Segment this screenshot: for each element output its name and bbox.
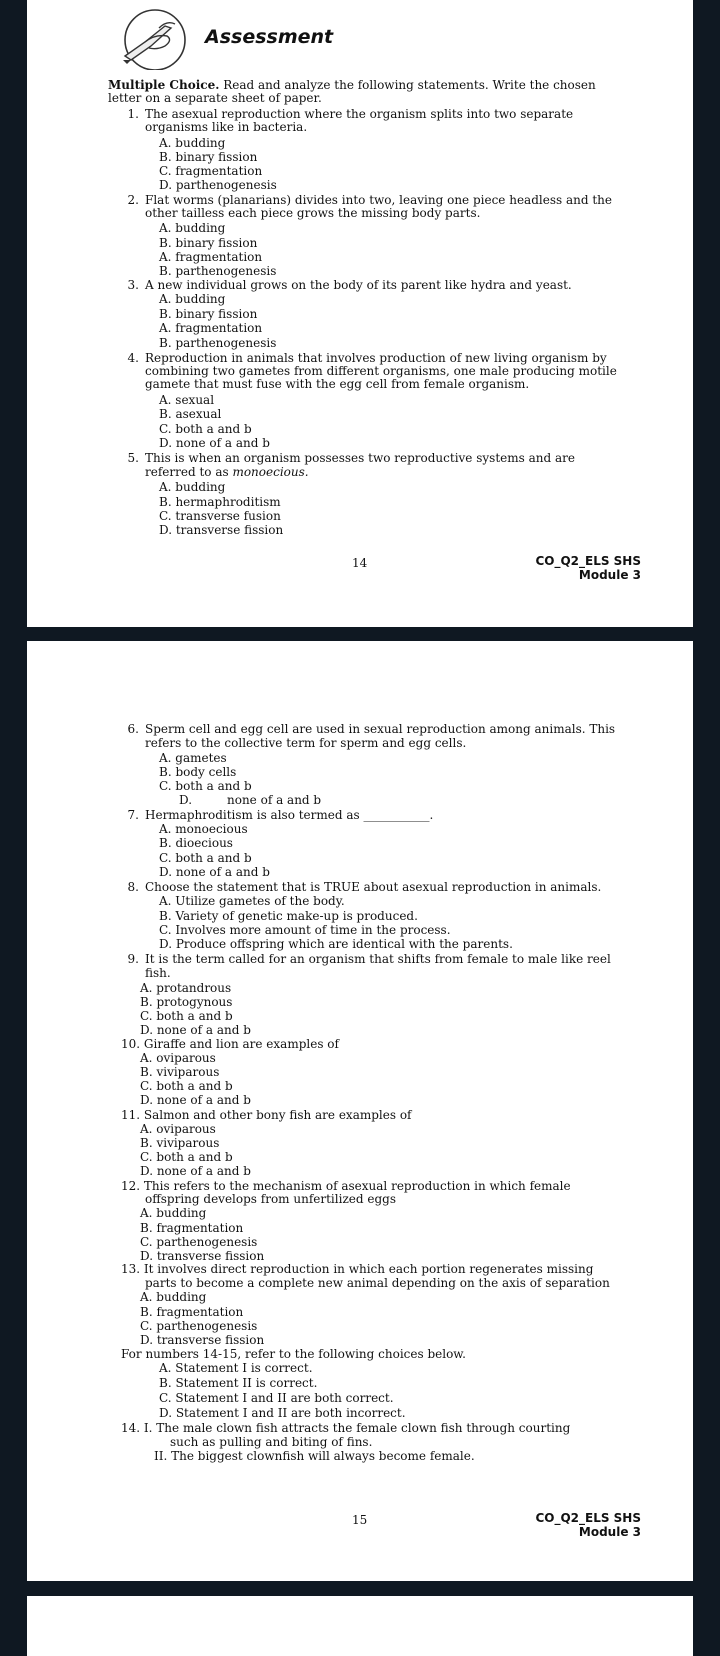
page-14: Assessment Multiple Choice. Read and analyze the following statements. Write the chosen letter on a separate sheet of paper. 1. The asexual reproduction where the organism splits into two separate organisms like in bacteria. A. budding B. binary fission C. fragmentation D. parthenogenesis 2. Flat worms (planarians) divides into two, leaving one piece headless and the other tailless each piece grows the missing body parts. A. budding B. binary fission A. fragmentation B. parthenogenesis 3. A new individual grows on the body of its parent like hydra and yeast. A. budding B. binary fission A. fragmentation B. parthenogenesis 4. Reproduction in animals that involves production of new living organism by combining two gametes from different organisms, one male producing motile gamete that must fuse with the egg cell from female organism. A. sexual B. asexual C. both a and b D. none of a and b 5. This is when an organism possesses two reproductive systems and are referred to as monoecious. A. budding B. hermaphroditism C. transverse fusion D. transverse fission 14 CO_Q2_ELS SHS Module 3: [27, 0, 693, 627]
footer: CO_Q2_ELS SHS Module 3: [535, 1511, 641, 1539]
hand-writing-icon: [115, 4, 189, 70]
footer: CO_Q2_ELS SHS Module 3: [535, 554, 641, 582]
page-number: 14: [352, 556, 368, 570]
page-15: 6. Sperm cell and egg cell are used in sexual reproduction among animals. This refers to the collective term for sperm and egg cells. A. gametes B. body cells C. both a and b D. none of a and b 7. Hermaphroditism is also termed as ___________. A. monoecious B. dioecious C. both a and b D. none of a and b 8. Choose the statement that is TRUE about asexual reproduction in animals. A. Utilize gametes of the body. B. Variety of genetic make-up is produced. C. Involves more amount of time in the process. D. Produce offspring which are identical with the parents. 9. It is the term called for an organism that shifts from female to male like reel fish. A. protandrous B. protogynous C. both a and b D. none of a and b 10. Giraffe and lion are examples of A. oviparous B. viviparous C. both a and b D. none of a and b 11. Salmon and other bony fish are examples of A. oviparous B. viviparous C. both a and b D. none of a and b 12. This refers to the mechanism of asexual reproduction in which female offspring develops from unfertilized eggs A. budding B. fragmentation C. parthenogenesis D. transverse fission 13. It involves direct reproduction in which each portion regenerates missing parts to become a complete new animal depending on the axis of separation A. budding B. fragmentation C. parthenogenesis D. transverse fission For numbers 14-15, refer to the following choices below. A. Statement I is correct. B. Statement II is correct. C. Statement I and II are both correct. D. Statement I and II are both incorrect. 14. I. The male clown fish attracts the female clown fish through courting such as pulling and biting of fins. II. The biggest clownfish will always become female. 15 CO_Q2_ELS SHS Module 3: [27, 641, 693, 1581]
page-title: Assessment: [205, 26, 334, 48]
instructions-line2: letter on a separate sheet of paper.: [108, 91, 322, 105]
page-number: 15: [352, 1513, 368, 1527]
next-page: [27, 1596, 693, 1656]
